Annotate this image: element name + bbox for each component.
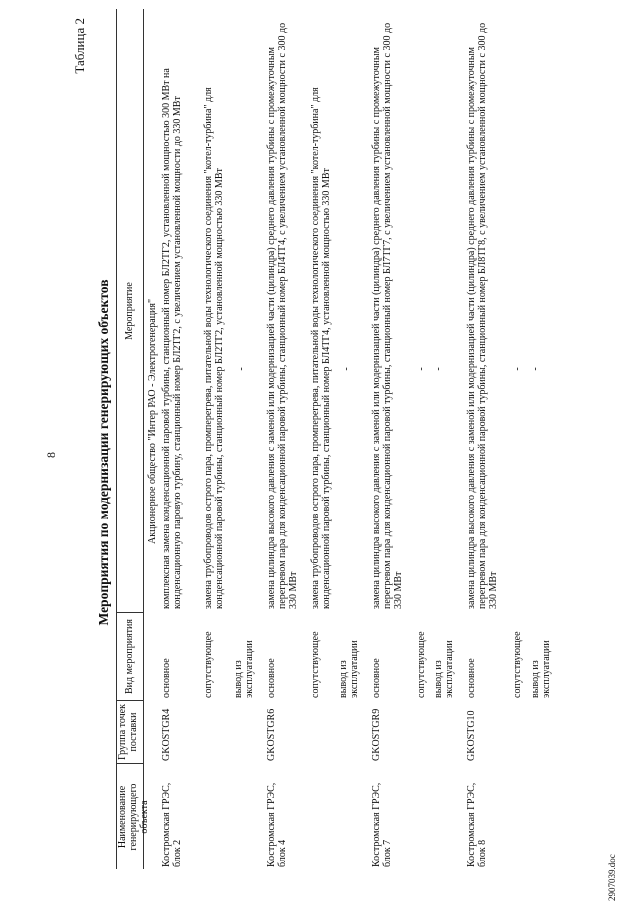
measure: - bbox=[433, 367, 444, 371]
table-caption: Таблица 2 bbox=[72, 18, 87, 74]
kind: основное bbox=[466, 658, 477, 698]
kind: сопутствующее bbox=[512, 631, 523, 698]
measure: - bbox=[416, 367, 427, 371]
station-name: Костромская ГРЭС, блок 2 bbox=[161, 782, 183, 867]
group-code: GKOSTGR4 bbox=[161, 708, 172, 761]
group-code: GKOSTG10 bbox=[466, 710, 477, 761]
measure: комплексная замена конденсационной паровой турбины, станционный номер БЛ2ТГ2, установленной мощностью 300 МВт на конденсационную паровую турбину, станционный номер БЛ2ТГ2, с увеличением установленной мощности до 330 МВт bbox=[161, 68, 183, 609]
group-code: GKOSTGR6 bbox=[266, 708, 277, 761]
kind: сопутствующее bbox=[310, 631, 321, 698]
measure: замена цилиндра высокого давления с заменой или модернизацией части (цилиндра) среднего давления турбины с промежуточным перегревом пара для конденсационной паровой турбины, станционный номер БЛ7ТГ7, с увеличением установленной мощности с 300 до 330 МВт bbox=[371, 22, 404, 609]
header-station: Наименование генерирующего объекта bbox=[117, 783, 150, 851]
station-name: Костромская ГРЭС, блок 8 bbox=[466, 782, 488, 867]
measure: - bbox=[530, 367, 541, 371]
document-title: Мероприятия по модернизации генерирующих объектов bbox=[96, 279, 111, 626]
group-code: GKOSTGR9 bbox=[371, 708, 382, 761]
header-kind: Вид мероприятия bbox=[124, 619, 135, 694]
station-name: Костромская ГРЭС, блок 4 bbox=[266, 782, 288, 867]
measure: замена трубопроводов острого пара, промперегрева, питательной воды технологического соединения "котел-турбина" для конденсационной паровой турбины, станционный номер БЛ2ТГ2, установленной мощностью 330 МВт bbox=[203, 87, 225, 609]
kind: основное bbox=[371, 658, 382, 698]
organization-name: Акционерное общество "Интер РАО - Электрогенерация" bbox=[147, 298, 158, 544]
header-divider-1 bbox=[116, 763, 143, 764]
kind: вывод из эксплуатации bbox=[338, 640, 360, 698]
kind: вывод из эксплуатации bbox=[233, 640, 255, 698]
page-number: 8 bbox=[44, 452, 58, 458]
station-name: Костромская ГРЭС, блок 7 bbox=[371, 782, 393, 867]
measure: замена цилиндра высокого давления с заменой или модернизацией части (цилиндра) среднего давления турбины с промежуточным перегревом пара для конденсационной паровой турбины, станционный номер БЛ4ТГ4, с увеличением установленной мощности с 300 до 330 МВт bbox=[266, 22, 299, 609]
kind: сопутствующее bbox=[203, 631, 214, 698]
header-divider-2 bbox=[116, 700, 143, 701]
header-divider-3 bbox=[116, 612, 143, 613]
header-group: Группа точек поставки bbox=[117, 704, 139, 760]
footer-file-code: 2907039.doc bbox=[607, 854, 617, 901]
measure: замена цилиндра высокого давления с заменой или модернизацией части (цилиндра) среднего давления турбины с промежуточным перегревом пара для конденсационной паровой турбины, станционный номер БЛ8ТГ8, с увеличением установленной мощности с 300 до 330 МВт bbox=[466, 22, 499, 609]
kind: основное bbox=[161, 658, 172, 698]
header-bottom-border bbox=[143, 9, 144, 869]
kind: основное bbox=[266, 658, 277, 698]
kind: сопутствующее bbox=[416, 631, 427, 698]
measure: - bbox=[236, 367, 247, 371]
kind: вывод из эксплуатации bbox=[530, 640, 552, 698]
header-measure: Мероприятие bbox=[124, 282, 135, 340]
measures-table bbox=[116, 9, 564, 869]
measure: - bbox=[512, 367, 523, 371]
measure: - bbox=[341, 367, 352, 371]
measure: замена трубопроводов острого пара, промперегрева, питательной воды технологического соединения "котел-турбина" для конденсационной паровой турбины, станционный номер БЛ4ТГ4, установленной мощностью 330 МВт bbox=[310, 87, 332, 609]
kind: вывод из эксплуатации bbox=[433, 640, 455, 698]
